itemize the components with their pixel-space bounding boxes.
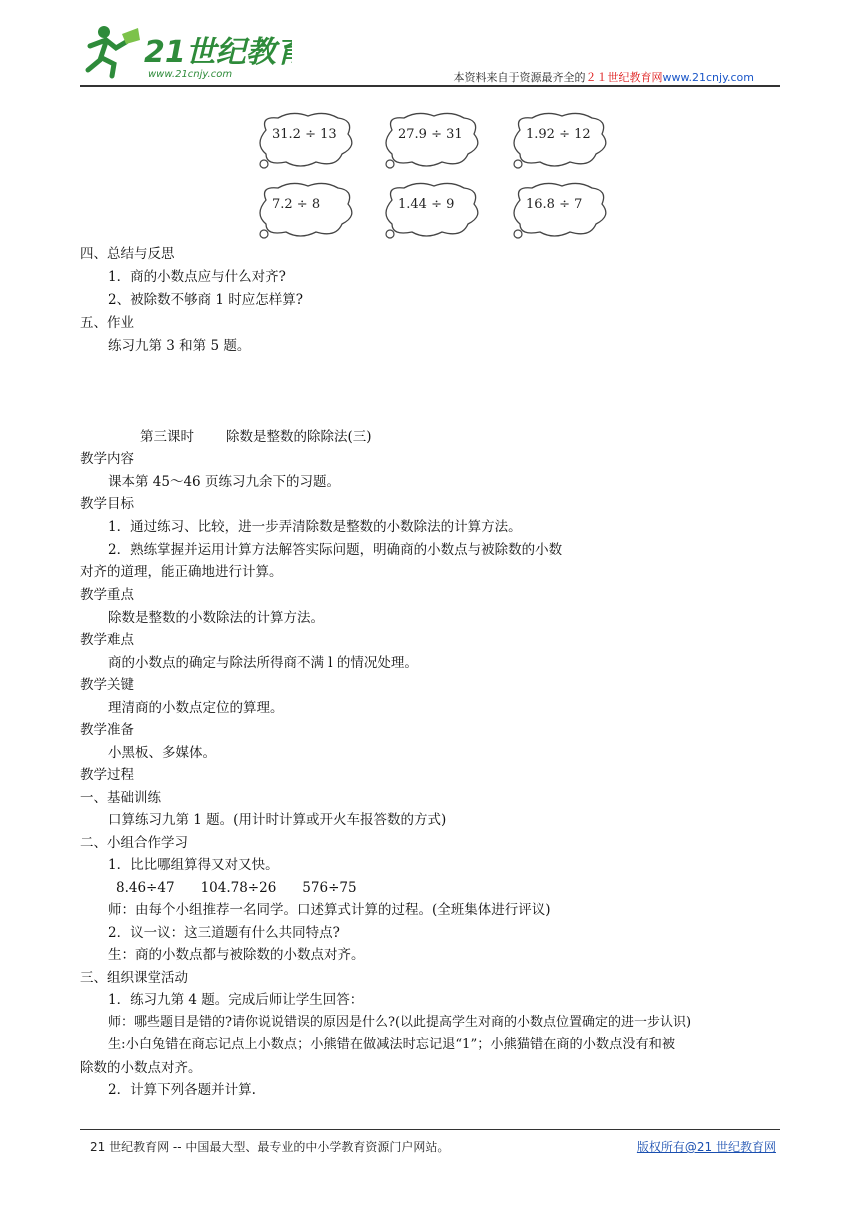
text-line: 1．练习九第 4 题。完成后师让学生回答：: [108, 992, 364, 1008]
lesson-topic: 除数是整数的除除法(三): [226, 429, 372, 445]
section-heading: 教学难点: [80, 632, 134, 648]
logo-runner-icon: [82, 22, 292, 82]
text-line: 1．商的小数点应与什么对齐?: [108, 269, 286, 285]
text-line: 2、被除数不够商 1 时应怎样算?: [108, 292, 303, 308]
division-bubbles-figure: [248, 104, 618, 240]
text-line: 2．议一议：这三道题有什么共同特点?: [108, 925, 340, 941]
expression: 8.46÷47: [116, 880, 175, 896]
text-line: 商的小数点的确定与除法所得商不满 l 的情况处理。: [108, 655, 418, 671]
section-heading: 教学关键: [80, 677, 134, 693]
section-heading: 五、作业: [80, 315, 134, 331]
section-heading: 教学过程: [80, 767, 134, 783]
bubble-item: [506, 110, 616, 172]
footer-tagline: 21 世纪教育网 -- 中国最大型、最专业的中小学教育资源门户网站。: [90, 1140, 450, 1154]
expression: 104.78÷26: [200, 880, 277, 896]
text-line: 课本第 45～46 页练习九余下的习题。: [108, 474, 340, 490]
expression: 576÷75: [302, 880, 357, 896]
section-heading: 四、总结与反思: [80, 246, 175, 262]
bubble-item: [378, 180, 488, 242]
expression-row: [116, 879, 357, 897]
text-line: 师：哪些题目是错的?请你说说错误的原因是什么?(以此提高学生对商的小数点位置确定的进一步认识): [108, 1015, 692, 1030]
section-heading: 教学重点: [80, 587, 134, 603]
lesson-title: [140, 428, 372, 446]
header-note-prefix: 本资料来自于资源最齐全的: [453, 71, 586, 84]
section-heading: 教学目标: [80, 496, 134, 512]
text-line: 除数是整数的小数除法的计算方法。: [108, 610, 324, 626]
bubble-item: [252, 180, 362, 242]
bubble-expression: 31.2 ÷ 13: [272, 127, 337, 142]
text-line: 2．熟练掌握并运用计算方法解答实际问题，明确商的小数点与被除数的小数: [108, 542, 563, 558]
bubble-expression: 1.92 ÷ 12: [526, 127, 591, 142]
bubble-expression: 27.9 ÷ 31: [398, 127, 463, 142]
header-divider: [80, 85, 780, 87]
header-source-note: [454, 69, 754, 85]
bubble-expression: 16.8 ÷ 7: [526, 197, 583, 212]
bubble-expression: 1.44 ÷ 9: [398, 197, 455, 212]
text-line: 理清商的小数点定位的算理。: [108, 700, 284, 716]
footer-divider: [80, 1129, 780, 1130]
bubble-item: [252, 110, 362, 172]
text-line: 2．计算下列各题并计算.: [108, 1082, 256, 1098]
text-line: 1．比比哪组算得又对又快。: [108, 857, 279, 873]
text-line: 生：商的小数点都与被除数的小数点对齐。: [108, 947, 365, 963]
text-line: 1．通过练习、比较，进一步弄清除数是整数的小数除法的计算方法。: [108, 519, 522, 535]
text-line: 师：由每个小组推荐一名同学。口述算式计算的过程。(全班集体进行评议): [108, 902, 551, 918]
text-line: 练习九第 3 和第 5 题。: [108, 338, 251, 354]
lesson-number: 第三课时: [140, 429, 194, 445]
section-heading: 一、基础训练: [80, 790, 161, 806]
text-line: 口算练习九第 1 题。(用计时计算或开火车报答数的方式): [108, 812, 447, 828]
text-line: 小黑板、多媒体。: [108, 745, 216, 761]
header-note-url[interactable]: www.21cnjy.com: [662, 71, 754, 84]
footer-copyright-link[interactable]: 版权所有@21 世纪教育网: [636, 1140, 776, 1154]
header-note-site-name[interactable]: ２１世纪教育网: [585, 71, 663, 84]
bubble-item: [506, 180, 616, 242]
section-heading: 教学内容: [80, 451, 134, 467]
text-line: 对齐的道理，能正确地进行计算。: [80, 564, 283, 580]
section-heading: 教学准备: [80, 722, 134, 738]
bubble-item: [378, 110, 488, 172]
logo-url: www.21cnjy.com: [148, 69, 233, 80]
logo-text: 21世纪教育: [144, 35, 292, 70]
text-line: 除数的小数点对齐。: [80, 1060, 202, 1076]
site-logo[interactable]: [82, 22, 292, 82]
section-heading: 三、组织课堂活动: [80, 970, 188, 986]
bubble-expression: 7.2 ÷ 8: [272, 197, 321, 212]
section-heading: 二、小组合作学习: [80, 835, 188, 851]
text-line: 生:小白兔错在商忘记点上小数点；小熊错在做减法时忘记退“1”；小熊猫错在商的小数点没有和被: [108, 1037, 676, 1052]
